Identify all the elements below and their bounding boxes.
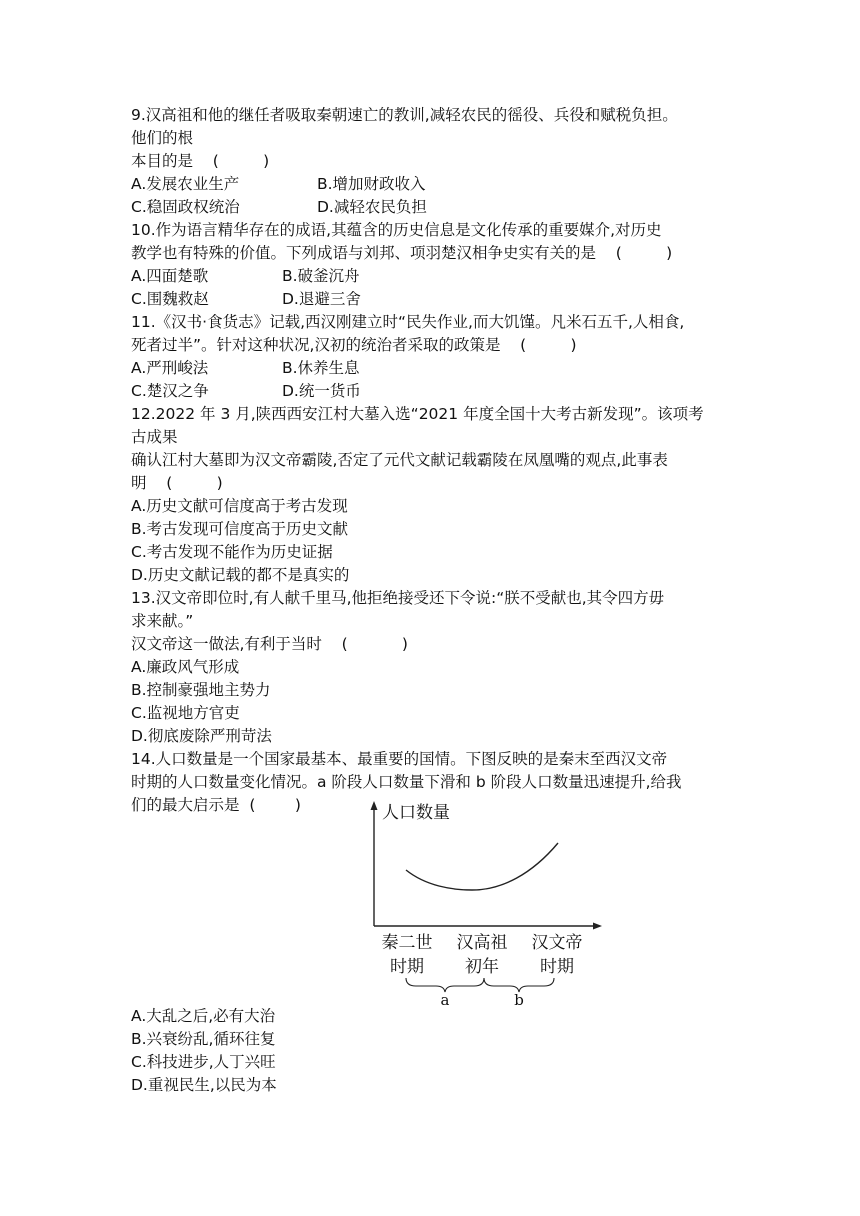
q9-stem-line-2: 他们的根 xyxy=(131,129,194,147)
q14-option-a[interactable]: A.大乱之后,必有大治 xyxy=(131,1007,276,1025)
y-axis-arrow-icon xyxy=(371,801,378,810)
q13-option-b[interactable]: B.控制豪强地主势力 xyxy=(131,681,271,699)
q11-stem-line-1: 11.《汉书·食货志》记载,西汉刚建立时“民失作业,而大饥馑。凡米石五千,人相食, xyxy=(131,313,685,331)
x-tick-gaozu-line1: 汉高祖 xyxy=(456,933,508,953)
population-figure xyxy=(360,798,610,1010)
brace-label-a: a xyxy=(440,991,450,1009)
q12-option-d[interactable]: D.历史文献记载的都不是真实的 xyxy=(131,566,350,584)
q11-option-b[interactable]: B.休养生息 xyxy=(282,359,360,377)
brace-a xyxy=(406,978,484,992)
q12-stem-line-4: 明 ( ) xyxy=(131,474,223,492)
q13-stem-line-1: 13.汉文帝即位时,有人献千里马,他拒绝接受还下令说:“朕不受献也,其令四方毋 xyxy=(131,589,665,607)
q11-stem-line-2: 死者过半”。针对这种状况,汉初的统治者采取的政策是 ( ) xyxy=(131,336,577,354)
q14-option-b[interactable]: B.兴衰纷乱,循环往复 xyxy=(131,1030,276,1048)
q9-stem-line-1: 9.汉高祖和他的继任者吸取秦朝速亡的教训,减轻农民的徭役、兵役和赋税负担。 xyxy=(131,106,678,124)
q11-option-d[interactable]: D.统一货币 xyxy=(282,382,361,400)
q13-stem-line-3: 汉文帝这一做法,有利于当时 ( ) xyxy=(131,635,408,653)
q9-option-a[interactable]: A.发展农业生产 xyxy=(131,175,240,193)
q10-option-b[interactable]: B.破釜沉舟 xyxy=(282,267,360,285)
q11-option-c[interactable]: C.楚汉之争 xyxy=(131,382,209,400)
q10-stem-line-2: 教学也有特殊的价值。下列成语与刘邦、项羽楚汉相争史实有关的是 ( ) xyxy=(131,244,673,262)
q10-option-d[interactable]: D.退避三舍 xyxy=(282,290,361,308)
q9-stem-line-3: 本目的是 ( ) xyxy=(131,152,270,170)
brace-label-b: b xyxy=(514,991,524,1009)
population-curve xyxy=(406,843,558,890)
q12-stem-line-2: 古成果 xyxy=(131,428,178,446)
q9-option-d[interactable]: D.减轻农民负担 xyxy=(317,198,427,216)
q12-stem-line-1: 12.2022 年 3 月,陕西西安江村大墓入选“2021 年度全国十大考古新发现”。该项考 xyxy=(131,405,704,423)
q12-option-a[interactable]: A.历史文献可信度高于考古发现 xyxy=(131,497,348,515)
q10-option-c[interactable]: C.围魏救赵 xyxy=(131,290,209,308)
q13-option-c[interactable]: C.监视地方官吏 xyxy=(131,704,240,722)
q12-stem-line-3: 确认江村大墓即为汉文帝霸陵,否定了元代文献记载霸陵在凤凰嘴的观点,此事表 xyxy=(131,451,668,469)
q10-option-a[interactable]: A.四面楚歌 xyxy=(131,267,209,285)
q13-option-a[interactable]: A.廉政风气形成 xyxy=(131,658,240,676)
brace-b xyxy=(484,978,554,992)
q9-option-c[interactable]: C.稳固政权统治 xyxy=(131,198,240,216)
x-tick-qin-line2: 时期 xyxy=(390,957,424,977)
y-axis-label: 人口数量 xyxy=(382,803,450,823)
q14-stem-line-1: 14.人口数量是一个国家最基本、最重要的国情。下图反映的是秦末至西汉文帝 xyxy=(131,750,668,768)
q10-stem-line-1: 10.作为语言精华存在的成语,其蕴含的历史信息是文化传承的重要媒介,对历史 xyxy=(131,221,662,239)
q14-option-d[interactable]: D.重视民生,以民为本 xyxy=(131,1076,277,1094)
q12-option-b[interactable]: B.考古发现可信度高于历史文献 xyxy=(131,520,349,538)
q14-option-c[interactable]: C.科技进步,人丁兴旺 xyxy=(131,1053,276,1071)
q12-option-c[interactable]: C.考古发现不能作为历史证据 xyxy=(131,543,333,561)
x-tick-gaozu-line2: 初年 xyxy=(465,957,499,977)
q14-stem-line-3: 们的最大启示是 ( ) xyxy=(131,796,301,814)
q14-stem-line-2: 时期的人口数量变化情况。a 阶段人口数量下滑和 b 阶段人口数量迅速提升,给我 xyxy=(131,773,682,791)
x-tick-qin-line1: 秦二世 xyxy=(381,933,433,953)
q9-option-b[interactable]: B.增加财政收入 xyxy=(317,175,426,193)
q13-option-d[interactable]: D.彻底废除严刑苛法 xyxy=(131,727,272,745)
q11-option-a[interactable]: A.严刑峻法 xyxy=(131,359,209,377)
q13-stem-line-2: 求来献。” xyxy=(131,612,194,630)
x-axis-arrow-icon xyxy=(593,923,602,930)
x-tick-wendi-line1: 汉文帝 xyxy=(531,933,583,953)
x-tick-wendi-line2: 时期 xyxy=(540,957,574,977)
